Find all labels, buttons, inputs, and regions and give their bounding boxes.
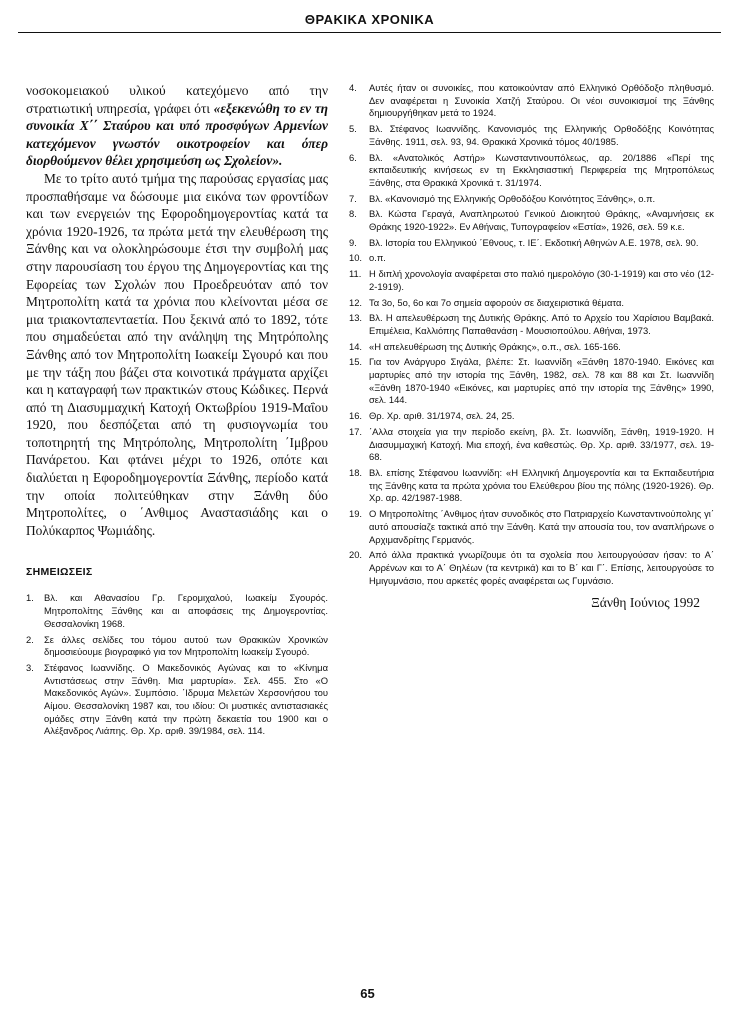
note-item <box>349 208 714 233</box>
note-text: Αυτές ήταν οι συνοικίες, που κατοικούνταν από Ελληνικό Ορθόδοξο πληθυσμό. Δεν αναφέρεται η Συνοικία Χατζή Σταύρου. Οι νέοι συνοικισμοί της Ξάνθης δημιουργήθηκαν μετά το 1924. <box>369 82 714 119</box>
note-item <box>349 356 714 407</box>
paragraph-1-quote: «εξεκενώθη το εν τη συνοικία Χ΄΄ Σταύρου και υπό προσφύγων Αρμενίων κατεχόμενον γνωστόν οικοτροφείον και όπερ διορθούμενον θέλει χρησιμεύση ως Σχολείον». <box>26 100 328 169</box>
note-number: 19. <box>349 508 363 520</box>
note-number: 17. <box>349 425 363 437</box>
note-text: Τα 3ο, 5ο, 6ο και 7ο σημεία αφορούν σε διαχειριστικά θέματα. <box>369 296 624 308</box>
note-number: 2. <box>26 633 34 645</box>
note-item <box>349 237 714 250</box>
note-item <box>349 297 714 310</box>
notes-list-right <box>349 82 714 587</box>
note-number: 9. <box>349 236 357 248</box>
notes-heading: ΣΗΜΕΙΩΣΕΙΣ <box>26 566 93 579</box>
note-item <box>349 82 714 120</box>
note-item <box>349 193 714 206</box>
closing-dateline: Ξάνθη Ιούνιος 1992 <box>591 595 700 611</box>
note-number: 16. <box>349 410 363 422</box>
note-number: 7. <box>349 192 357 204</box>
body-paragraph-2: Με το τρίτο αυτό τμήμα της παρούσας εργασίας μας προσπαθήσαμε να δώσουμε μια εικόνα των φροντίδων και των ενεργειών της Εφοροδημογεροντίας κατά τα χρόνια 1920-1926, τα πρώτα μετά την ελευθέρωση της Ξάνθης και να ολοκληρώσουμε έτσι την συμβολή μας στην παρουσίαση του έργου της Δημογεροντίας και της Εφορείας των Σχολών που Προεδρευόταν από τον Μητροπολίτη κατά τα χρόνια που κλείνονται μέσα σε μια τριακονταπενταετία. Που ξεκινά από το 1892, τότε που σημαδεύεται από την ανάληψη της Μητρόπολης Ξάνθης από τον Μητροπολίτη Ιωακείμ Σγουρό και που με την τάξη που βάζει στα κοινοτικά πράγματα αρχίζει και η καταγραφή των πρακτικών στους Κώδικες. Περνά από τη Διασυμμαχική Κατοχή Οκτωβρίου 1919-Μαΐου 1920, που δεσπόζεται από τη φυσιογνωμία του τοποτηρητή της Μητρόπολης, Μητροπολίτη ΄Ιμβρου Πανάρετου. Και φτάνει μέχρι το 1926, οπότε και διαλύεται η Εφοροδημογεροντία Ξάνθης, περίοδο κατά την οποία πολιτεύθηκαν στην Ξάνθη δύο Μητροπολίτες, ο ΄Ανθιμος Αναστασιάδης και ο Πολύκαρπος Ψωμιάδης. <box>26 170 328 538</box>
note-text: Βλ. επίσης Στέφανου Ιωαννίδη: «Η Ελληνική Δημογεροντία και τα Εκπαιδευτήρια της Ξάνθης κατα τα πρώτα χρόνια του Ελεύθερου βίου της πόλης (1920-1926). Θρ. Χρ. αρ. 42/1987-1988. <box>369 466 714 504</box>
running-header <box>18 4 721 34</box>
note-text: Βλ. Ιστορία του Ελληνικού ΄Εθνους, τ. ΙΕ΄. Εκδοτική Αθηνών Α.Ε. 1978, σελ. 90. <box>369 236 699 248</box>
note-number: 5. <box>349 123 357 135</box>
note-item <box>349 152 714 190</box>
note-item <box>349 467 714 505</box>
note-number: 13. <box>349 312 363 324</box>
note-item <box>349 312 714 337</box>
notes-list-left <box>26 592 328 738</box>
note-number: 14. <box>349 340 363 352</box>
note-text: Θρ. Χρ. αριθ. 31/1974, σελ. 24, 25. <box>369 410 515 422</box>
note-number: 3. <box>26 661 34 673</box>
note-item <box>349 426 714 464</box>
note-text: Για τον Ανάργυρο Σιγάλα, βλέπε: Στ. Ιωαννίδη «Ξάνθη 1870-1940. Εικόνες και μαρτυρίες από την ιστορία της Ξάνθη, 1982, σελ. 78 και 88 και Στ. Ιωαννίδη «Ξάνθη 1870-1940 «Εικόνες, και μαρτυρίες από την ιστορία της Ξάνθης» 1990, σελ. 144. <box>369 356 714 406</box>
note-number: 4. <box>349 82 357 93</box>
body-paragraph-1 <box>26 82 328 170</box>
note-text: ΄Αλλα στοιχεία για την περίοδο εκείνη, βλ. Στ. Ιωαννίδη, Ξάνθη, 1919-1920. Η Διασυμμαχική Κατοχή. Μια εποχή, ένα καθεστώς. Θρ. Χρ. αριθ. 33/1977, σελ. 19-68. <box>369 425 714 463</box>
page-number: 65 <box>360 986 375 1001</box>
note-text: Ο Μητροπολίτης ΄Ανθιμος ήταν συνοδικός στο Πατριαρχείο Κωνσταντινούπολης γι΄ αυτό απουσίαζε τακτικά από την Ξάνθη. Κατά την απουσία του, τον αναπλήρωνε ο Αρχιμανδρίτης Γερμανός. <box>369 508 714 545</box>
note-number: 20. <box>349 549 363 561</box>
note-item <box>349 268 714 293</box>
note-item <box>349 341 714 354</box>
note-item <box>349 508 714 546</box>
note-text: Βλ. «Ανατολικός Αστήρ» Κωνσταντινουπόλεως, αρ. 20/1886 «Περί της εκπαιδευτικής κινήσεως εν τη Εκκλησιαστική Περιφερεία της Μητροπόλεως Ξάνθης, στα Θρακικά Χρονικά τ. 31/1974. <box>369 151 714 188</box>
note-item <box>349 410 714 423</box>
note-text: Από άλλα πρακτικά γνωρίζουμε ότι τα σχολεία που λειτουργούσαν ήσαν: το Α΄ Αρρένων και το Α΄ Θηλέων (τα κεντρικά) και το Β΄ και Γ΄. Επίσης, λειτουργούσε το Ημιγυμνάσιο, που αρκετές φορές αναφέρεται ως Γυμνάσιο. <box>369 549 714 586</box>
note-text: Σε άλλες σελίδες του τόμου αυτού των Θρακικών Χρονικών δημοσιεύουμε βιογραφικό για τον Μητροπολίτη Ιωακείμ Σγουρό. <box>44 633 328 658</box>
note-text: «Η απελευθέρωση της Δυτικής Θράκης», ο.π., σελ. 165-166. <box>369 340 621 352</box>
note-text: Βλ. Στέφανος Ιωαννίδης. Κανονισμός της Ελληνικής Ορθοδόξης Κοινότητας Ξάνθης. 1911, σελ. 93, 94. Θρακικά Χρονικά τόμος 40/1985. <box>369 123 714 147</box>
note-item <box>26 592 328 630</box>
note-item <box>349 252 714 265</box>
note-number: 6. <box>349 151 357 163</box>
note-text: Η διπλή χρονολογία αναφέρεται στο παλιό ημερολόγιο (30-1-1919) και στο νέο (12-2-1919). <box>369 268 714 292</box>
note-item <box>349 123 714 148</box>
left-column <box>26 82 328 741</box>
right-column <box>349 82 714 611</box>
note-text: Βλ. και Αθανασίου Γρ. Γερομιχαλού, Ιωακείμ Σγουρός. Μητροπολίτης Ξάνθης και αι αποφάσεις της Δημογεροντίας. Θεσσαλονίκη 1968. <box>44 592 328 629</box>
note-text: Βλ. Κώστα Γεραγά, Αναπληρωτού Γενικού Διοικητού Θράκης, «Αναμνήσεις εκ Θράκης 1920-1922». Εν Αθήναις, Τυπογραφείον «Εστία», 1926, σελ. 59 κ.ε. <box>369 208 714 233</box>
note-number: 11. <box>349 268 362 280</box>
note-text: Στέφανος Ιωαννίδης. Ο Μακεδονικός Αγώνας και το «Κίνημα Αντιστάσεως στην Ξάνθη. Μια μαρτυρία». Σελ. 455. Στο «Ο Μακεδονικός Αγών». Συμπόσιο. ΄Ιδρυμα Μελετών Χερσονήσου του Αίμου. Θεσσαλονίκη 1987 και, του ιδίου: Οι μυστικές αντιστασιακές ομάδες στην Ξάνθη κατά την πρώτη δεκαετία του 1900 και ο Αλέξανδρος Λιάπης. Θρ. Χρ. αριθ. 39/1984, σελ. 114. <box>44 661 328 737</box>
note-text: ο.π. <box>369 252 386 264</box>
note-item <box>349 549 714 587</box>
note-number: 1. <box>26 592 34 604</box>
journal-title: ΘΡΑΚΙΚΑ ΧΡΟΝΙΚΑ <box>304 12 435 27</box>
paragraph-1-text: νοσοκομειακού υλικού κατεχόμενο από την στρατιωτική υπηρεσία, γράφει ότι <box>26 83 328 116</box>
note-item <box>26 662 328 738</box>
note-text: Βλ. «Κανονισμό της Ελληνικής Ορθοδόξου Κοινότητος Ξάνθης», ο.π. <box>369 192 656 204</box>
note-text: Βλ. Η απελευθέρωση της Δυτικής Θράκης. Από το Αρχείο του Χαρίσιου Βαμβακά. Επιμέλεια, Καλλιόπης Παπαθανάση - Μουσιοπούλου. Αθήναι, 1973. <box>369 312 714 336</box>
header-rule <box>18 32 721 33</box>
note-number: 8. <box>349 208 357 220</box>
note-number: 10. <box>349 252 363 264</box>
note-item <box>26 634 328 659</box>
note-number: 18. <box>349 466 363 478</box>
note-number: 12. <box>349 296 363 308</box>
note-number: 15. <box>349 356 363 368</box>
